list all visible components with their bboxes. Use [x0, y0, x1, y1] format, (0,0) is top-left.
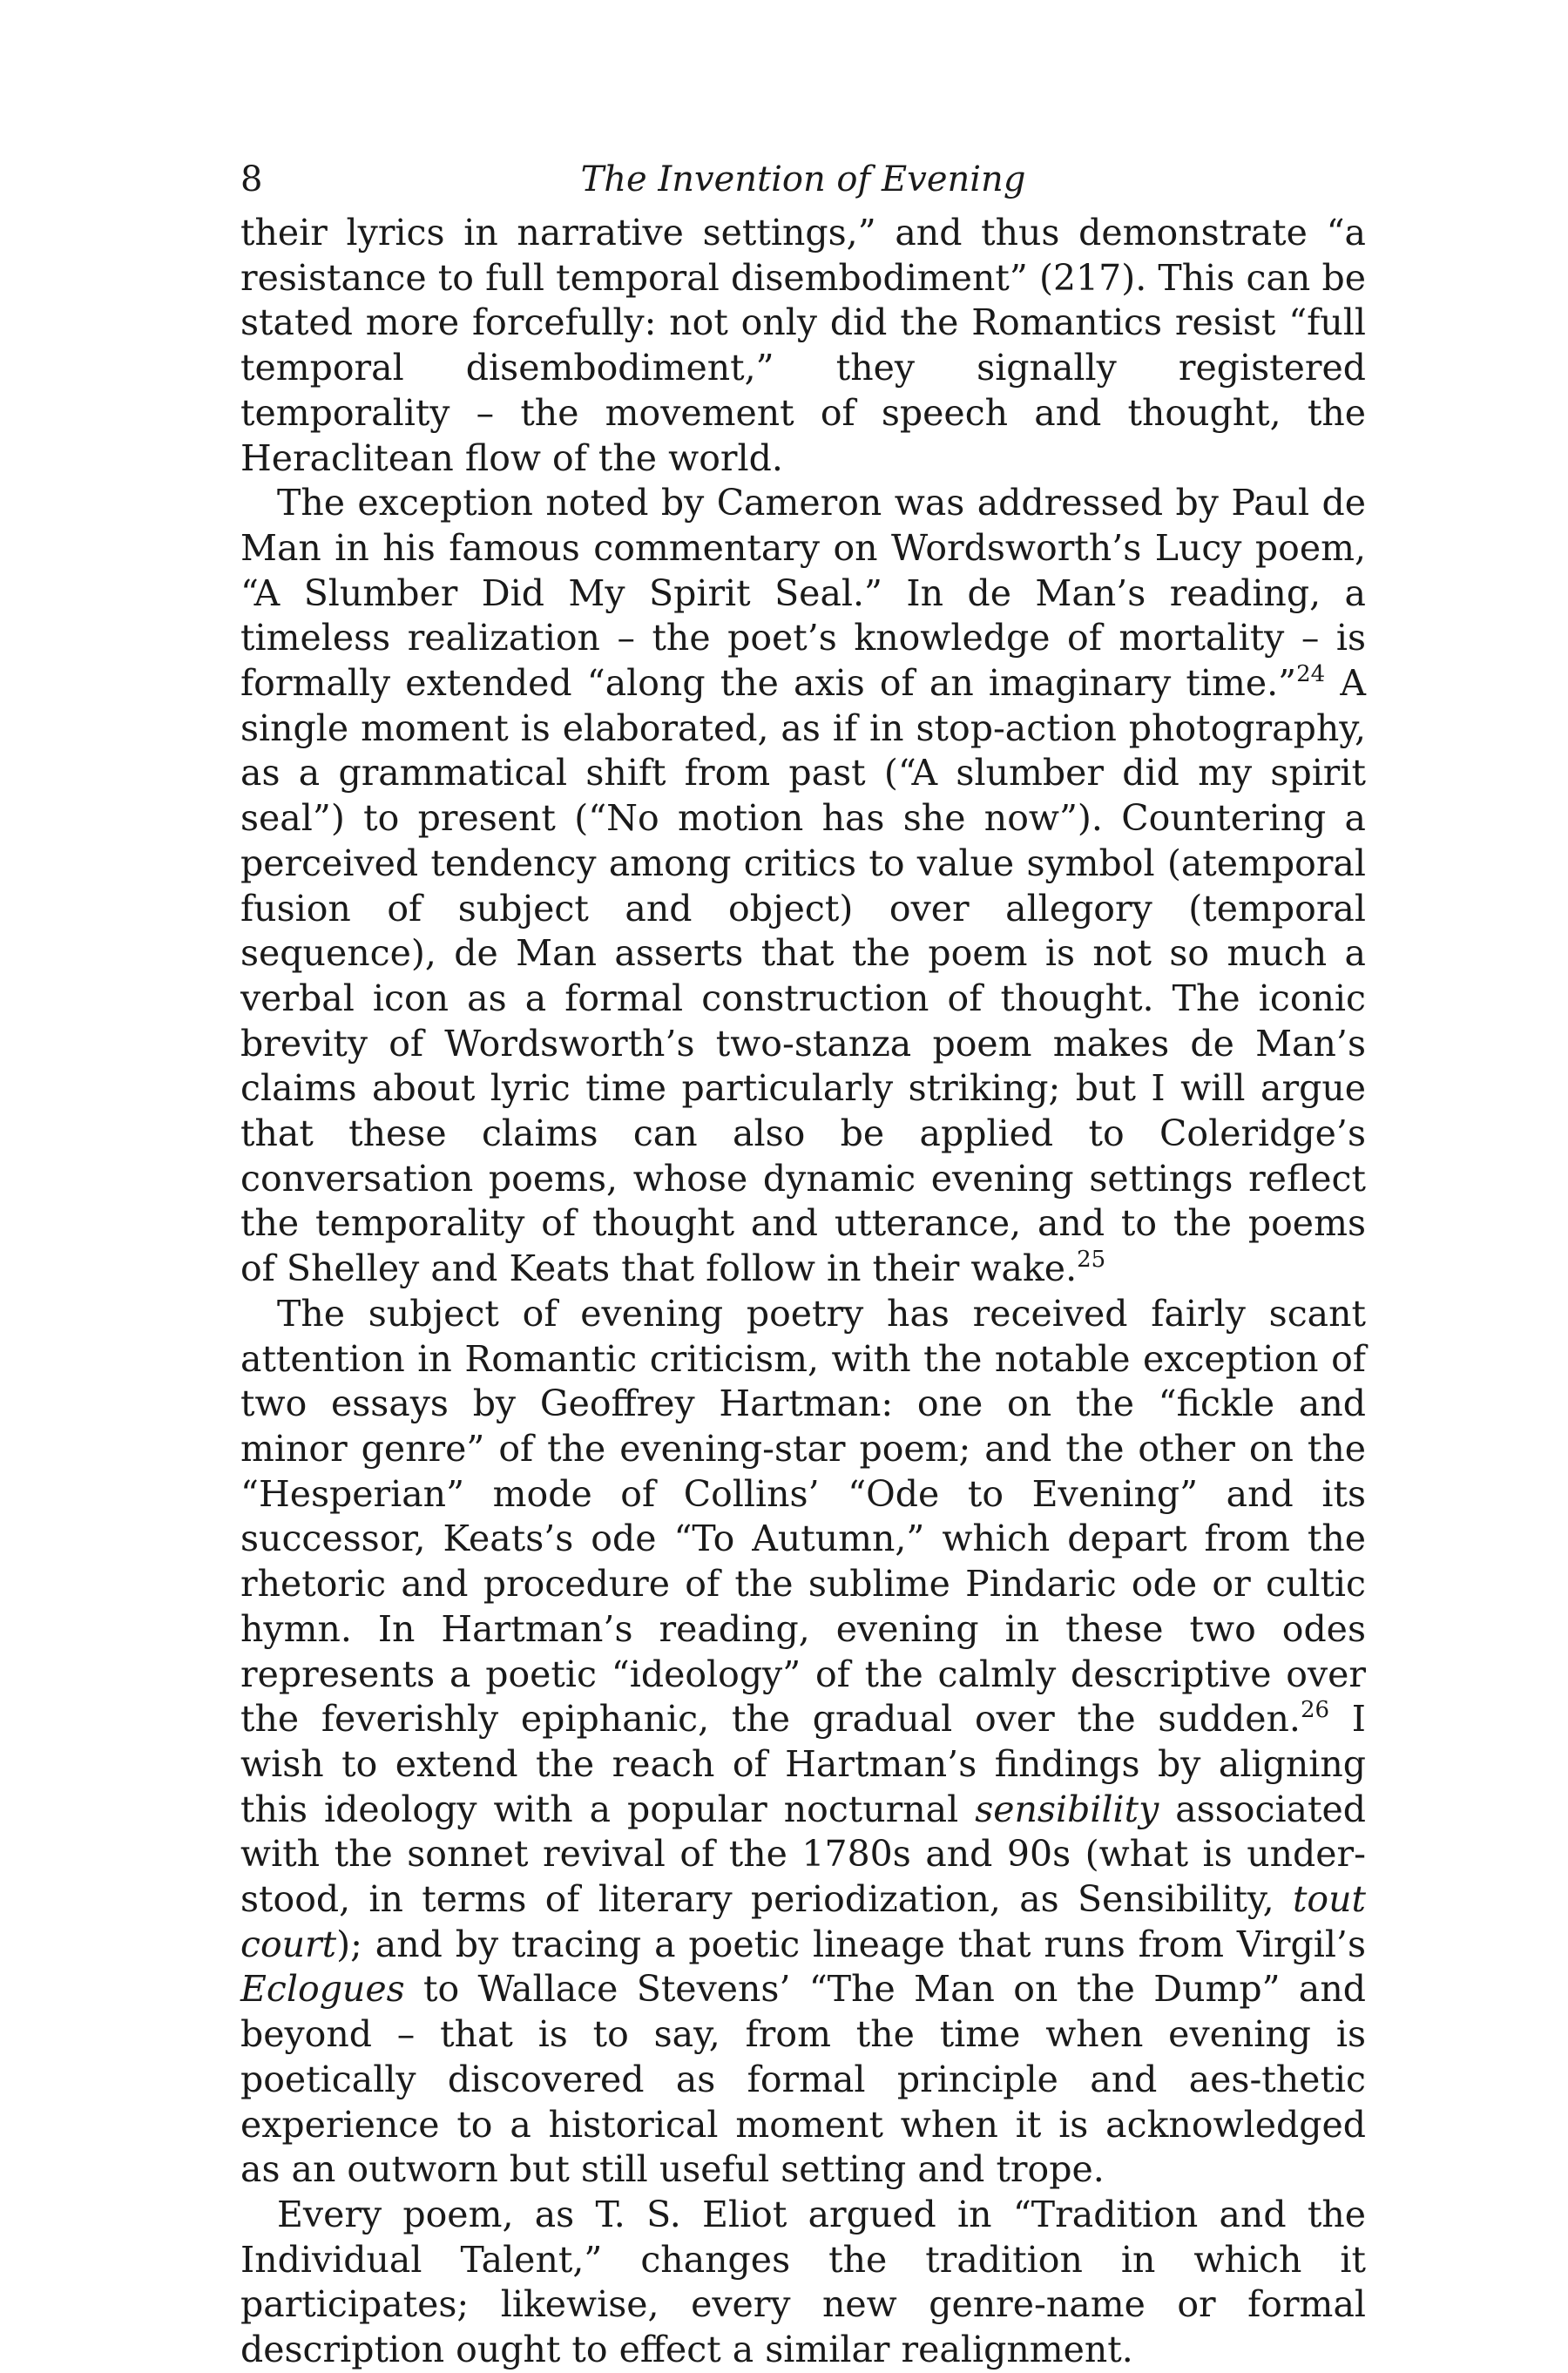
paragraph-4	[240, 2193, 1366, 2373]
paragraph-text: to Wallace Stevens’ “The Man on the Dump” and beyond – that is to say, from the time when evening is poetically discovered as formal principle and aes-thetic experience to a historical moment when it is acknowledged as an outworn but still useful setting and trope.	[240, 1968, 1366, 2191]
paragraph-text: their lyrics in narrative settings,” and thus demonstrate “a resistance to full temporal disembodiment” (217). This can be stated more forcefully: not only did the Romantics resist “full temporal disembodiment,” they signally registered temporality – the movement of speech and thought, the Heraclitean flow of the world.	[240, 212, 1366, 479]
italic-term: sensibility	[975, 1788, 1159, 1830]
paragraph-1	[240, 211, 1366, 481]
page-number: 8	[240, 159, 263, 199]
running-title: The Invention of Evening	[580, 159, 1026, 199]
italic-term: tout court	[240, 1878, 1366, 1965]
running-head	[240, 148, 1366, 211]
book-page	[240, 148, 1366, 2373]
paragraph-2	[240, 481, 1366, 1292]
paragraph-3	[240, 1292, 1366, 2193]
paragraph-text: ); and by tracing a poetic lineage that runs from Virgil’s	[336, 1923, 1366, 1965]
paragraph-text: I wish to extend the reach of Hartman’s findings by aligning this ideology with a popular nocturnal	[240, 1698, 1366, 1830]
paragraph-text: The exception noted by Cameron was addressed by Paul de Man in his famous commentary on Wordsworth’s Lucy poem, “A Slumber Did My Spirit Seal.” In de Man’s reading, a timeless realization – the poet’s knowledge of mortality – is formally extended “along the axis of an imaginary time.”	[240, 482, 1366, 705]
footnote-ref[interactable]: 24	[1296, 661, 1326, 688]
paragraph-text: The subject of evening poetry has received fairly scant attention in Romantic criticism, with the notable exception of two essays by Geoffrey Hartman: one on the “fickle and minor genre” of the evening-star poem; and the other on the “Hesperian” mode of Collins’ “Ode to Evening” and its successor, Keats’s ode “To Autumn,” which depart from the rhetoric and procedure of the sublime Pindaric ode or cultic hymn. In Hartman’s reading, evening in these two odes represents a poetic “ideology” of the calmly descriptive over the feverishly epiphanic, the gradual over the sudden.	[240, 1292, 1366, 1741]
italic-title: Eclogues	[240, 1968, 405, 2011]
footnote-ref[interactable]: 25	[1077, 1247, 1106, 1274]
paragraph-text: Every poem, as T. S. Eliot argued in “Tradition and the Individual Talent,” changes the tradition in which it participates; likewise, every new genre-name or formal description ought to effect a similar realignment.	[240, 2193, 1366, 2371]
paragraph-text: A single moment is elaborated, as if in stop-action photography, as a grammatical shift from past (“A slumber did my spirit seal”) to present (“No motion has she now”). Countering a perceived tendency among critics to value symbol (atemporal fusion of subject and object) over allegory (temporal sequence), de Man asserts that the poem is not so much a verbal icon as a formal construction of thought. The iconic brevity of Wordsworth’s two-stanza poem makes de Man’s claims about lyric time particularly striking; but I will argue that these claims can also be applied to Coleridge’s conversation poems, whose dynamic evening settings reflect the temporality of thought and utterance, and to the poems of Shelley and Keats that follow in their wake.	[240, 662, 1366, 1290]
footnote-ref[interactable]: 26	[1300, 1697, 1330, 1724]
paragraph-text: associated with the sonnet revival of the 1780s and 90s (what is under-stood, in terms of literary periodization, as Sensibility,	[240, 1788, 1366, 1921]
